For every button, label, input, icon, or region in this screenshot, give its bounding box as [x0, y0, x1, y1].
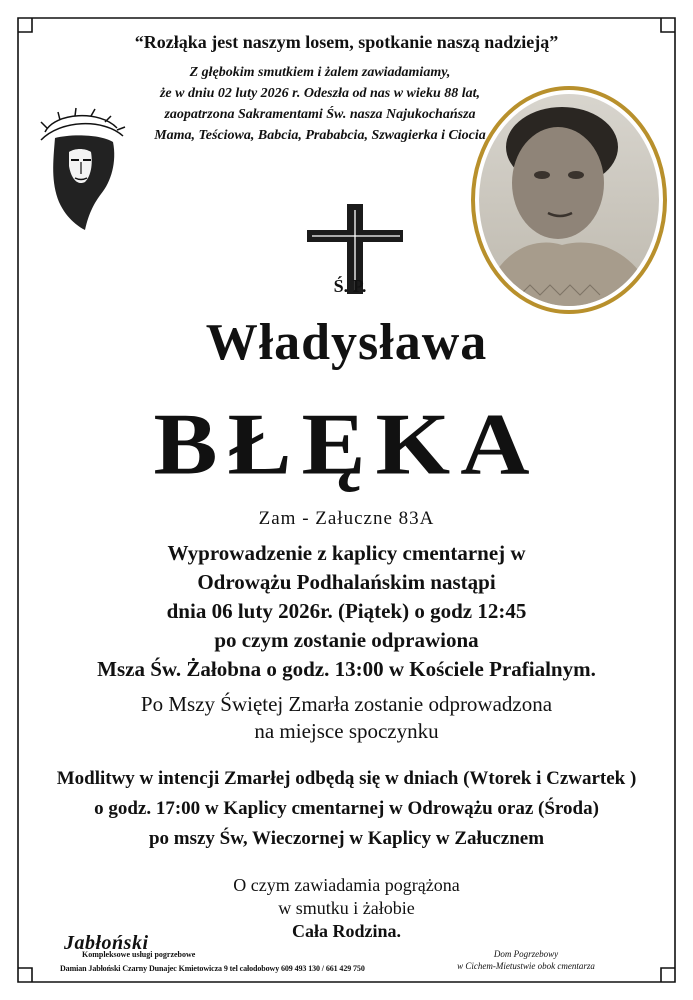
announcement-line: po czym zostanie odprawiona	[214, 628, 479, 652]
after-mass-line: na miejsce spoczynku	[254, 719, 439, 743]
funeral-home-name: Dom Pogrzebowy	[493, 949, 559, 959]
announcement-line: Msza Św. Żałobna o godz. 13:00 w Kościele Prafialnym.	[97, 657, 596, 681]
intro-line: Z głębokim smutkiem i żalem zawiadamiamy,	[189, 65, 451, 80]
funeral-home-tagline: Kompleksowe usługi pogrzebowe	[82, 950, 196, 959]
funeral-home-location	[436, 948, 616, 972]
family-signature: Cała Rodzina.	[291, 921, 401, 941]
after-mass-line: Po Mszy Świętej Zmarła zostanie odprowadzona	[140, 692, 553, 716]
announcement-line: Odrowążu Podhalańskim nastąpi	[197, 570, 496, 594]
prayers-info	[20, 764, 673, 854]
jesus-crown-of-thorns-image	[25, 102, 135, 232]
prayers-line: o godz. 17:00 w Kaplicy cmentarnej w Odrowążu oraz (Środa)	[94, 798, 599, 819]
opening-quote: “Rozłąka jest naszym losem, spotkanie naszą nadzieją”	[134, 32, 559, 52]
announcement-intro	[150, 62, 490, 146]
funeral-home-address: w Cichem-Mietustwie obok cmentarza	[457, 961, 595, 971]
funeral-home-contact: Damian Jabłoński Czarny Dunajec Kmietowicza 9 tel całodobowy 609 493 130 / 661 429 750	[60, 964, 365, 973]
closing-text	[150, 874, 543, 943]
closing-line: O czym zawiadamia pogrążona	[233, 875, 460, 895]
deceased-surname: BŁĘKA	[153, 394, 540, 493]
announcement-line: Wyprowadzenie z kaplicy cmentarnej w	[167, 541, 526, 565]
funeral-announcement	[20, 539, 673, 684]
intro-line: Mama, Teściowa, Babcia, Prababcia, Szwagierka i Ciocia	[154, 128, 486, 143]
initials-sp: Ś. P.	[333, 276, 367, 296]
funeral-home-logo: Jabłoński	[64, 932, 149, 954]
intro-line: zaopatrzona Sakramentami Św. nasza Najukochańsza	[164, 107, 476, 122]
closing-line: w smutku i żałobie	[278, 898, 415, 918]
prayers-line: Modlitwy w intencji Zmarłej odbędą się w dniach (Wtorek i Czwartek )	[56, 768, 637, 789]
announcement-line: dnia 06 luty 2026r. (Piątek) o godz 12:45	[166, 599, 527, 623]
prayers-line: po mszy Św, Wieczornej w Kaplicy w Załucznem	[148, 828, 545, 849]
intro-line: że w dniu 02 luty 2026 r. Odeszła od nas w wieku 88 lat,	[159, 86, 481, 101]
residence-address: Zam - Załuczne 83A	[258, 508, 435, 529]
portrait-photo	[470, 85, 668, 315]
after-mass-text	[20, 691, 673, 745]
deceased-first-name: Władysława	[205, 314, 488, 371]
